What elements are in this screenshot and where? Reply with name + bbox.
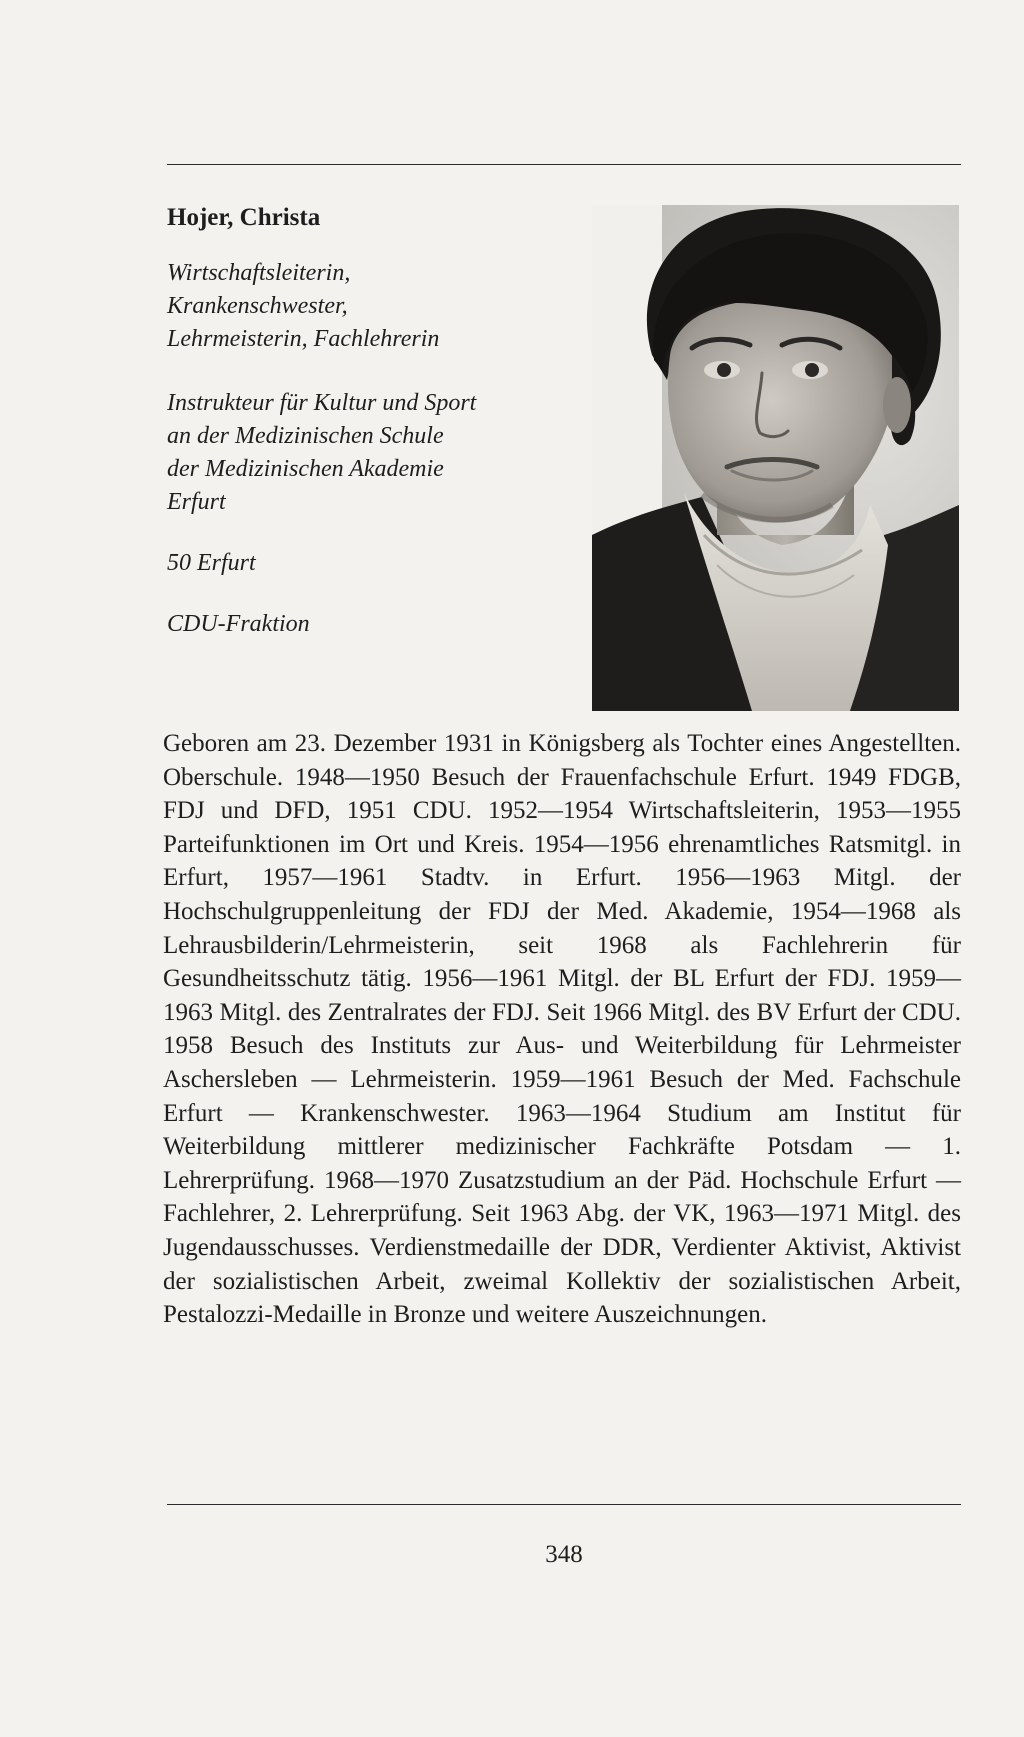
current-position <box>167 387 476 519</box>
bottom-rule <box>167 1504 961 1505</box>
faction: CDU-Fraktion <box>167 611 310 637</box>
address: 50 Erfurt <box>167 550 256 576</box>
position-line: Instrukteur für Kultur und Sport <box>167 390 477 416</box>
occupation-line: Krankenschwester, <box>167 293 348 319</box>
position-line: an der Medizinischen Schule <box>167 423 444 449</box>
occupation-line: Wirtschaftsleiterin, <box>167 260 351 286</box>
biography-text: Geboren am 23. Dezember 1931 in Königsberg als Tochter eines Angestellten. Oberschule. 1948—1950 Besuch der Frauenfachschule Erfurt. 1949 FDGB, FDJ und DFD, 1951 CDU. 1952—1954 Wirtschaftsleiterin, 1953—1955 Parteifunktionen im Ort und Kreis. 1954—1956 ehrenamtliches Ratsmitgl. in Erfurt, 1957—1961 Stadtv. in Erfurt. 1956—1963 Mitgl. der Hochschulgruppenleitung der FDJ der Med. Akademie, 1954—1968 als Lehrausbilderin/Lehrmeisterin, seit 1968 als Fachlehrerin für Gesundheitsschutz tätig. 1956—1961 Mitgl. der BL Erfurt der FDJ. 1959—1963 Mitgl. des Zentralrates der FDJ. Seit 1966 Mitgl. des BV Erfurt der CDU. 1958 Besuch des Instituts zur Aus- und Weiterbildung für Lehrmeister Aschersleben — Lehrmeisterin. 1959—1961 Besuch der Med. Fachschule Erfurt — Krankenschwester. 1963—1964 Studium am Institut für Weiterbildung mittlerer medizinischer Fachkräfte Potsdam — 1. Lehrerprüfung. 1968—1970 Zusatzstudium an der Päd. Hochschule Erfurt — Fachlehrer, 2. Lehrerprüfung. Seit 1963 Abg. der VK, 1963—1971 Mitgl. des Jugendausschusses. Verdienstmedaille der DDR, Verdienter Aktivist, Aktivist der sozialistischen Arbeit, zweimal Kollektiv der sozialistischen Arbeit, Pestalozzi-Medaille in Bronze und weitere Auszeichnungen. <box>163 730 961 1329</box>
occupations <box>167 257 439 356</box>
position-line: der Medizinischen Akademie <box>167 456 444 482</box>
occupation-line: Lehrmeisterin, Fachlehrerin <box>167 326 440 352</box>
portrait-illustration <box>592 205 959 711</box>
page-number: 348 <box>545 1541 583 1568</box>
top-rule <box>167 164 961 165</box>
position-line: Erfurt <box>167 489 226 515</box>
entry-name: Hojer, Christa <box>167 204 321 231</box>
portrait-photo <box>592 205 959 711</box>
